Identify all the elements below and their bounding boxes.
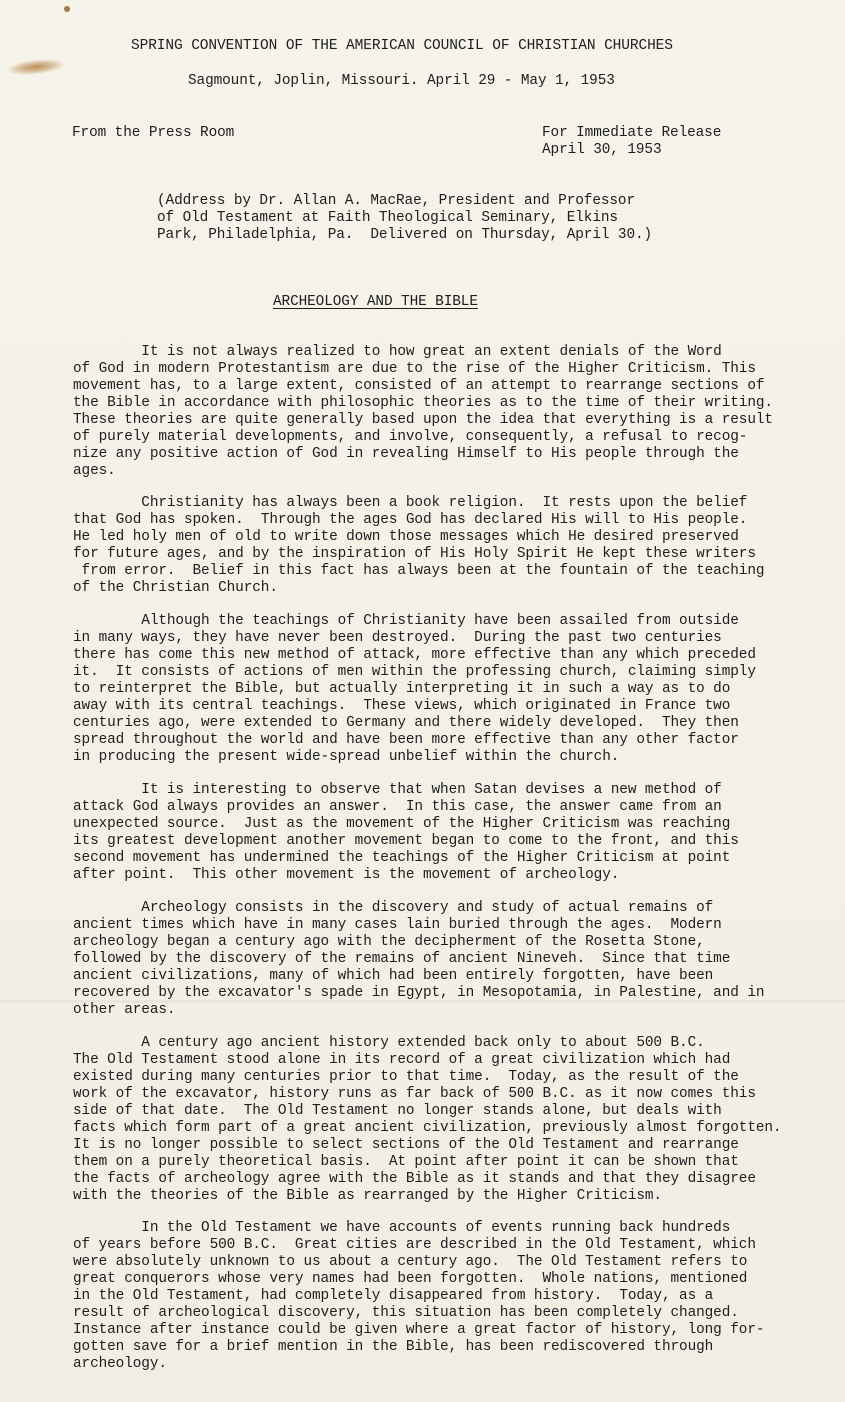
paragraph-1-line-8: ages.: [73, 463, 116, 479]
paragraph-2-line-1: Christianity has always been a book religion. It rests upon the belief: [73, 495, 748, 511]
address-note-line-1: (Address by Dr. Allan A. MacRae, President and Professor: [157, 193, 636, 209]
paragraph-2-line-5: from error. Belief in this fact has always been at the fountain of the teaching: [73, 563, 765, 579]
paragraph-7-line-2: of years before 500 B.C. Great cities are described in the Old Testament, which: [73, 1237, 756, 1253]
paragraph-5-line-3: archeology began a century ago with the decipherment of the Rosetta Stone,: [73, 934, 705, 950]
paragraph-4-line-6: after point. This other movement is the movement of archeology.: [73, 867, 620, 883]
release-date: April 30, 1953: [542, 142, 662, 158]
paragraph-6-line-8: them on a purely theoretical basis. At point after point it can be shown that: [73, 1154, 739, 1170]
address-note-line-2: of Old Testament at Faith Theological Seminary, Elkins: [157, 210, 618, 226]
paragraph-6-line-1: A century ago ancient history extended back only to about 500 B.C.: [73, 1035, 705, 1051]
paragraph-3-line-6: away with its central teachings. These views, which originated in France two: [73, 698, 731, 714]
paragraph-3-line-2: in many ways, they have never been destroyed. During the past two centuries: [73, 630, 722, 646]
paragraph-2-line-3: He led holy men of old to write down those messages which He desired preserved: [73, 529, 739, 545]
paragraph-6-line-9: the facts of archeology agree with the Bible as it stands and that they disagree: [73, 1171, 756, 1187]
paragraph-3-line-3: there has come this new method of attack, more effective than any which preceded: [73, 647, 756, 663]
paragraph-4-line-5: second movement has undermined the teachings of the Higher Criticism at point: [73, 850, 731, 866]
paragraph-7-line-5: in the Old Testament, had completely disappeared from history. Today, as a: [73, 1288, 714, 1304]
paragraph-4-line-2: attack God always provides an answer. In this case, the answer came from an: [73, 799, 722, 815]
paragraph-5-line-2: ancient times which have in many cases lain buried through the ages. Modern: [73, 917, 722, 933]
paragraph-1-line-5: These theories are quite generally based upon the idea that everything is a result: [73, 412, 773, 428]
paragraph-6-line-4: work of the excavator, history runs as far back of 500 B.C. as it now comes this: [73, 1086, 756, 1102]
paragraph-3-line-1: Although the teachings of Christianity have been assailed from outside: [73, 613, 739, 629]
paragraph-2-line-4: for future ages, and by the inspiration of His Holy Spirit He kept these writers: [73, 546, 756, 562]
paragraph-7-line-1: In the Old Testament we have accounts of events running back hundreds: [73, 1220, 731, 1236]
paragraph-5-line-4: followed by the discovery of the remains of ancient Nineveh. Since that time: [73, 951, 731, 967]
paragraph-1-line-4: the Bible in accordance with philosophic theories as to the time of their writing.: [73, 395, 773, 411]
paragraph-5-line-6: recovered by the excavator's spade in Egypt, in Mesopotamia, in Palestine, and in: [73, 985, 765, 1001]
paragraph-6-line-6: facts which form part of a great ancient civilization, previously almost forgotten.: [73, 1120, 782, 1136]
paragraph-6-line-5: side of that date. The Old Testament no longer stands alone, but deals with: [73, 1103, 722, 1119]
paragraph-3-line-5: to reinterpret the Bible, but actually interpreting it in such a way as to do: [73, 681, 731, 697]
address-note-line-3: Park, Philadelphia, Pa. Delivered on Thursday, April 30.): [157, 227, 653, 243]
paragraph-1-line-2: of God in modern Protestantism are due to the rise of the Higher Criticism. This: [73, 361, 756, 377]
paragraph-7-line-4: great conquerors whose very names had been forgotten. Whole nations, mentioned: [73, 1271, 748, 1287]
paragraph-5-line-1: Archeology consists in the discovery and study of actual remains of: [73, 900, 714, 916]
paragraph-7-line-7: Instance after instance could be given where a great factor of history, long for-: [73, 1322, 765, 1338]
convention-title: SPRING CONVENTION OF THE AMERICAN COUNCIL OF CHRISTIAN CHURCHES: [131, 38, 673, 54]
place-date: Sagmount, Joplin, Missouri. April 29 - May 1, 1953: [188, 73, 615, 89]
paragraph-3-line-9: in producing the present wide-spread unbelief within the church.: [73, 749, 620, 765]
paragraph-6-line-7: It is no longer possible to select sections of the Old Testament and rearrange: [73, 1137, 739, 1153]
paragraph-6-line-2: The Old Testament stood alone in its record of a great civilization which had: [73, 1052, 731, 1068]
paragraph-4-line-3: unexpected source. Just as the movement of the Higher Criticism was reaching: [73, 816, 731, 832]
paragraph-4-line-4: its greatest development another movement began to come to the front, and this: [73, 833, 739, 849]
paragraph-2-line-2: that God has spoken. Through the ages God has declared His will to His people.: [73, 512, 748, 528]
paragraph-7-line-6: result of archeological discovery, this situation has been completely changed.: [73, 1305, 739, 1321]
paragraph-3-line-4: it. It consists of actions of men within the professing church, claiming simply: [73, 664, 756, 680]
paragraph-6-line-10: with the theories of the Bible as rearranged by the Higher Criticism.: [73, 1188, 662, 1204]
press-room: From the Press Room: [72, 125, 235, 141]
rust-stain: [7, 57, 64, 77]
paragraph-1-line-6: of purely material developments, and involve, consequently, a refusal to recog-: [73, 429, 748, 445]
paragraph-2-line-6: of the Christian Church.: [73, 580, 278, 596]
paragraph-3-line-8: spread throughout the world and have been more effective than any other factor: [73, 732, 739, 748]
paragraph-4-line-1: It is interesting to observe that when Satan devises a new method of: [73, 782, 722, 798]
paragraph-6-line-3: existed during many centuries prior to that time. Today, as the result of the: [73, 1069, 739, 1085]
paper-speck: [64, 6, 70, 12]
paragraph-3-line-7: centuries ago, were extended to Germany and there widely developed. They then: [73, 715, 739, 731]
paragraph-5-line-7: other areas.: [73, 1002, 176, 1018]
paragraph-7-line-3: were absolutely unknown to us about a century ago. The Old Testament refers to: [73, 1254, 748, 1270]
paragraph-5-line-5: ancient civilizations, many of which had been entirely forgotten, have been: [73, 968, 714, 984]
release-label: For Immediate Release: [542, 125, 722, 141]
article-title: ARCHEOLOGY AND THE BIBLE: [273, 294, 478, 310]
paragraph-7-line-8: gotten save for a brief mention in the Bible, has been rediscovered through: [73, 1339, 714, 1355]
paragraph-1-line-7: nize any positive action of God in revealing Himself to His people through the: [73, 446, 739, 462]
paragraph-1-line-1: It is not always realized to how great an extent denials of the Word: [73, 344, 722, 360]
paragraph-7-line-9: archeology.: [73, 1356, 167, 1372]
paragraph-1-line-3: movement has, to a large extent, consisted of an attempt to rearrange sections of: [73, 378, 765, 394]
